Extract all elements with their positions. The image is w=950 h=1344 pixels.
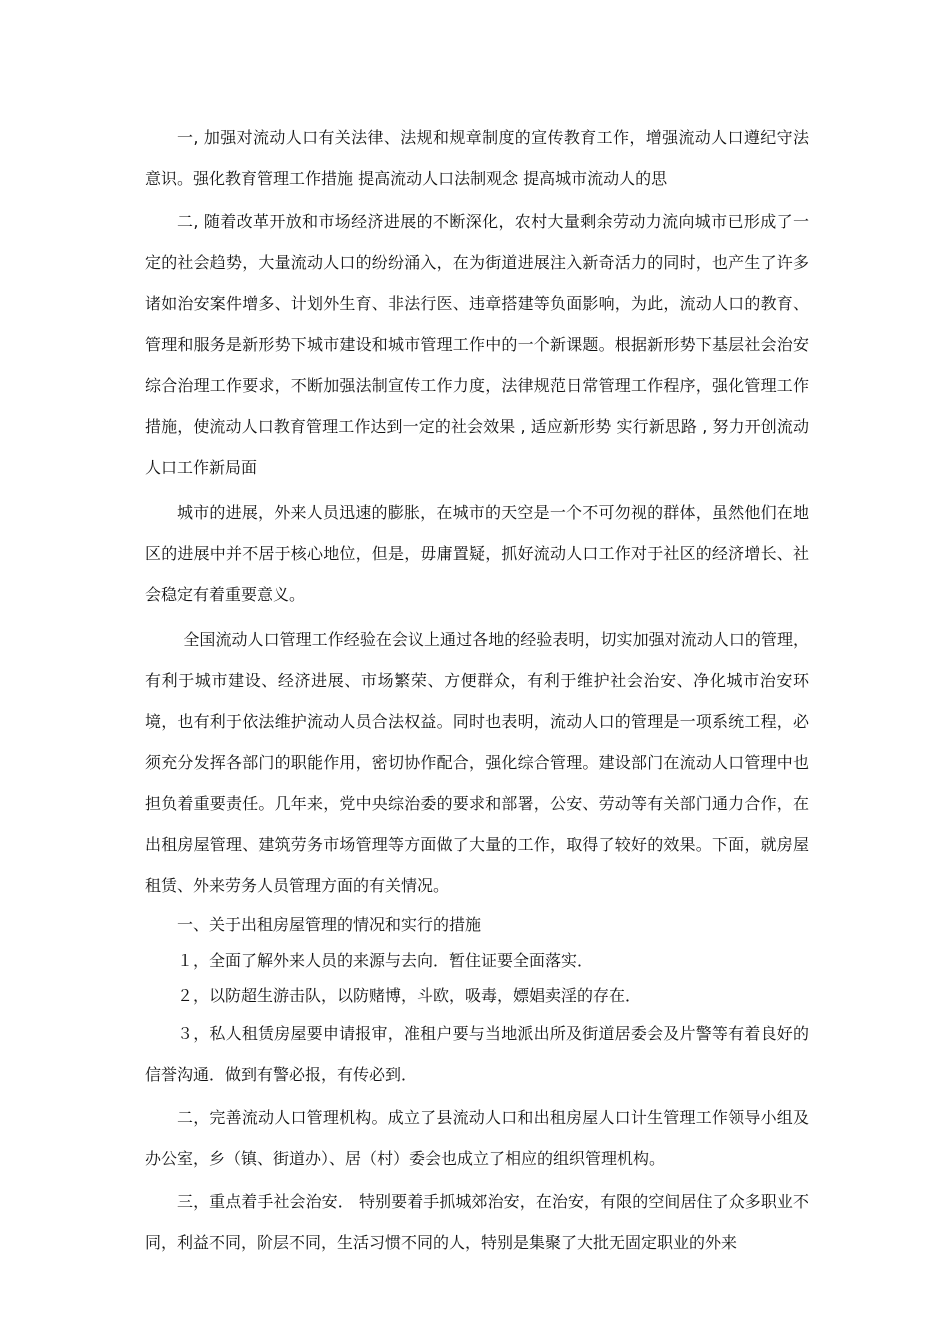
paragraph-1: 一, 加强对流动人口有关法律、法规和规章制度的宣传教育工作，增强流动人口遵纪守法意识。强化教育管理工作措施 提高流动人口法制观念 提高城市流动人的思 [145,128,809,188]
section-heading-1: 一、关于出租房屋管理的情况和实行的措施 [177,915,482,934]
list-item-1: １，全面了解外来人员的来源与去向．暂住证要全面落实． [177,951,594,970]
paragraph-2: 二, 随着改革开放和市场经济进展的不断深化，农村大量剩余劳动力流向城市已形成了一定的社会趋势，大量流动人口的纷纷涌入，在为街道进展注入新奇活力的同时，也产生了许多诸如治安案件增多、计划外生育、非法行医、违章搭建等负面影响，为此，流动人口的教育、管理和服务是新形势下城市建设和城市管理工作中的一个新课题。根据新形势下基层社会治安综合治理工作要求，不断加强法制宣传工作力度，法律规范日常管理工作程序，强化管理工作措施，使流动人口教育管理工作达到一定的社会效果 , 适应新形势 实行新思路 , 努力开创流动人口工作新局面 [145,212,809,477]
paragraph-4: 全国流动人口管理工作经验在会议上通过各地的经验表明，切实加强对流动人口的管理，有利于城市建设、经济进展、市场繁荣、方便群众，有利于维护社会治安、净化城市治安环境，也有利于依法维护流动人员合法权益。同时也表明，流动人口的管理是一项系统工程，必须充分发挥各部门的职能作用，密切协作配合，强化综合管理。建设部门在流动人口管理中也担负着重要责任。几年来，党中央综治委的要求和部署，公安、劳动等有关部门通力合作，在出租房屋管理、建筑劳务市场管理等方面做了大量的工作，取得了较好的效果。下面，就房屋租赁、外来劳务人员管理方面的有关情况。 [145,630,809,895]
paragraph-3: 城市的进展，外来人员迅速的膨胀，在城市的天空是一个不可勿视的群体，虽然他们在地区的进展中并不居于核心地位，但是，毋庸置疑，抓好流动人口工作对于社区的经济增长、社会稳定有着重要意义。 [145,503,809,604]
list-item-2: ２，以防超生游击队，以防赌博，斗欧，吸毒，嫖娼卖淫的存在． [177,986,642,1005]
list-item-3: ３，私人租赁房屋要申请报审，准租户要与当地派出所及街道居委会及片警等有着良好的信誉沟通．做到有警必报，有传必到． [145,1024,809,1084]
document-body [145,117,809,1263]
paragraph-6: 三，重点着手社会治安． 特别要着手抓城郊治安，在治安，有限的空间居住了众多职业不同，利益不同，阶层不同，生活习惯不同的人，特别是集聚了大批无固定职业的外来 [145,1192,809,1252]
paragraph-5: 二，完善流动人口管理机构。成立了县流动人口和出租房屋人口计生管理工作领导小组及办公室，乡（镇、街道办）、居（村）委会也成立了相应的组织管理机构。 [145,1108,809,1168]
